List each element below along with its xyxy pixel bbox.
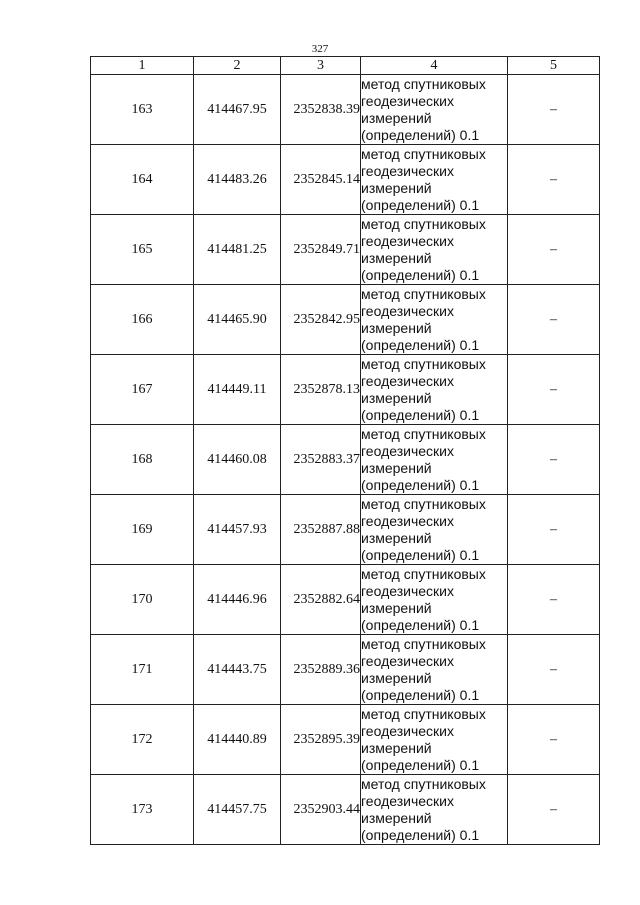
table-header-row [91, 57, 600, 75]
method-text-line: измерений [361, 529, 432, 546]
method-text-line: измерений [361, 109, 432, 126]
coordinates-table [90, 56, 600, 845]
page-number: 327 [311, 43, 329, 55]
x-coordinate-cell: 414443.75 [194, 635, 281, 705]
header-col-1: 1 [91, 57, 194, 75]
method-cell [361, 635, 508, 705]
y-coordinate-cell: 2352903.44 [281, 775, 361, 845]
method-cell [361, 355, 508, 425]
table-row [91, 495, 600, 565]
method-text-line: геодезических [361, 302, 454, 319]
note-cell: – [508, 75, 600, 145]
x-coordinate-cell: 414446.96 [194, 565, 281, 635]
y-coordinate-cell: 2352838.39 [281, 75, 361, 145]
table-row [91, 355, 600, 425]
method-text-line: геодезических [361, 372, 454, 389]
y-coordinate-cell: 2352849.71 [281, 215, 361, 285]
method-text-line: геодезических [361, 162, 454, 179]
method-text-line: геодезических [361, 582, 454, 599]
header-col-4: 4 [361, 57, 508, 75]
x-coordinate-cell: 414465.90 [194, 285, 281, 355]
method-text-line: геодезических [361, 92, 454, 109]
x-coordinate-cell: 414481.25 [194, 215, 281, 285]
table-row [91, 775, 600, 845]
method-text-line: (определений) 0.1 [361, 336, 480, 353]
table-row [91, 565, 600, 635]
method-text-line: измерений [361, 319, 432, 336]
point-number-cell: 165 [91, 215, 194, 285]
method-text-line: метод спутниковых [361, 635, 486, 652]
method-text-line: метод спутниковых [361, 285, 486, 302]
y-coordinate-cell: 2352882.64 [281, 565, 361, 635]
header-col-5: 5 [508, 57, 600, 75]
method-text-line: (определений) 0.1 [361, 686, 480, 703]
method-text-line: метод спутниковых [361, 775, 486, 792]
table-row [91, 215, 600, 285]
method-text-line: геодезических [361, 232, 454, 249]
point-number-cell: 170 [91, 565, 194, 635]
method-text-line: измерений [361, 179, 432, 196]
x-coordinate-cell: 414460.08 [194, 425, 281, 495]
table-row [91, 425, 600, 495]
y-coordinate-cell: 2352889.36 [281, 635, 361, 705]
method-cell [361, 425, 508, 495]
x-coordinate-cell: 414457.75 [194, 775, 281, 845]
method-text-line: измерений [361, 599, 432, 616]
note-cell: – [508, 355, 600, 425]
table-row [91, 75, 600, 145]
y-coordinate-cell: 2352887.88 [281, 495, 361, 565]
method-cell [361, 215, 508, 285]
y-coordinate-cell: 2352845.14 [281, 145, 361, 215]
table-body [91, 75, 600, 845]
method-cell [361, 75, 508, 145]
method-text-line: измерений [361, 459, 432, 476]
method-text-line: (определений) 0.1 [361, 476, 480, 493]
method-cell [361, 705, 508, 775]
method-text-line: метод спутниковых [361, 215, 486, 232]
y-coordinate-cell: 2352895.39 [281, 705, 361, 775]
point-number-cell: 172 [91, 705, 194, 775]
method-text-line: (определений) 0.1 [361, 196, 480, 213]
note-cell: – [508, 145, 600, 215]
point-number-cell: 169 [91, 495, 194, 565]
method-text-line: измерений [361, 809, 432, 826]
method-text-line: геодезических [361, 512, 454, 529]
method-text-line: метод спутниковых [361, 565, 486, 582]
method-text-line: метод спутниковых [361, 705, 486, 722]
note-cell: – [508, 635, 600, 705]
point-number-cell: 168 [91, 425, 194, 495]
method-text-line: измерений [361, 739, 432, 756]
point-number-cell: 173 [91, 775, 194, 845]
note-cell: – [508, 565, 600, 635]
x-coordinate-cell: 414467.95 [194, 75, 281, 145]
point-number-cell: 167 [91, 355, 194, 425]
method-cell [361, 565, 508, 635]
table-row [91, 145, 600, 215]
note-cell: – [508, 705, 600, 775]
method-cell [361, 775, 508, 845]
method-text-line: (определений) 0.1 [361, 826, 480, 843]
table-row [91, 705, 600, 775]
method-text-line: метод спутниковых [361, 75, 486, 92]
note-cell: – [508, 215, 600, 285]
point-number-cell: 166 [91, 285, 194, 355]
x-coordinate-cell: 414457.93 [194, 495, 281, 565]
header-col-2: 2 [194, 57, 281, 75]
point-number-cell: 164 [91, 145, 194, 215]
method-text-line: геодезических [361, 652, 454, 669]
point-number-cell: 171 [91, 635, 194, 705]
method-text-line: (определений) 0.1 [361, 406, 480, 423]
method-text-line: метод спутниковых [361, 355, 486, 372]
y-coordinate-cell: 2352878.13 [281, 355, 361, 425]
table-row [91, 635, 600, 705]
note-cell: – [508, 495, 600, 565]
method-text-line: геодезических [361, 722, 454, 739]
method-cell [361, 495, 508, 565]
x-coordinate-cell: 414449.11 [194, 355, 281, 425]
method-text-line: (определений) 0.1 [361, 756, 480, 773]
method-text-line: метод спутниковых [361, 495, 486, 512]
method-cell [361, 145, 508, 215]
method-text-line: (определений) 0.1 [361, 546, 480, 563]
method-text-line: (определений) 0.1 [361, 266, 480, 283]
point-number-cell: 163 [91, 75, 194, 145]
y-coordinate-cell: 2352883.37 [281, 425, 361, 495]
method-text-line: метод спутниковых [361, 145, 486, 162]
note-cell: – [508, 285, 600, 355]
method-text-line: (определений) 0.1 [361, 126, 480, 143]
method-text-line: метод спутниковых [361, 425, 486, 442]
x-coordinate-cell: 414440.89 [194, 705, 281, 775]
note-cell: – [508, 775, 600, 845]
x-coordinate-cell: 414483.26 [194, 145, 281, 215]
method-text-line: геодезических [361, 792, 454, 809]
y-coordinate-cell: 2352842.95 [281, 285, 361, 355]
note-cell: – [508, 425, 600, 495]
method-cell [361, 285, 508, 355]
method-text-line: (определений) 0.1 [361, 616, 480, 633]
method-text-line: измерений [361, 249, 432, 266]
method-text-line: геодезических [361, 442, 454, 459]
method-text-line: измерений [361, 389, 432, 406]
table-row [91, 285, 600, 355]
header-col-3: 3 [281, 57, 361, 75]
method-text-line: измерений [361, 669, 432, 686]
